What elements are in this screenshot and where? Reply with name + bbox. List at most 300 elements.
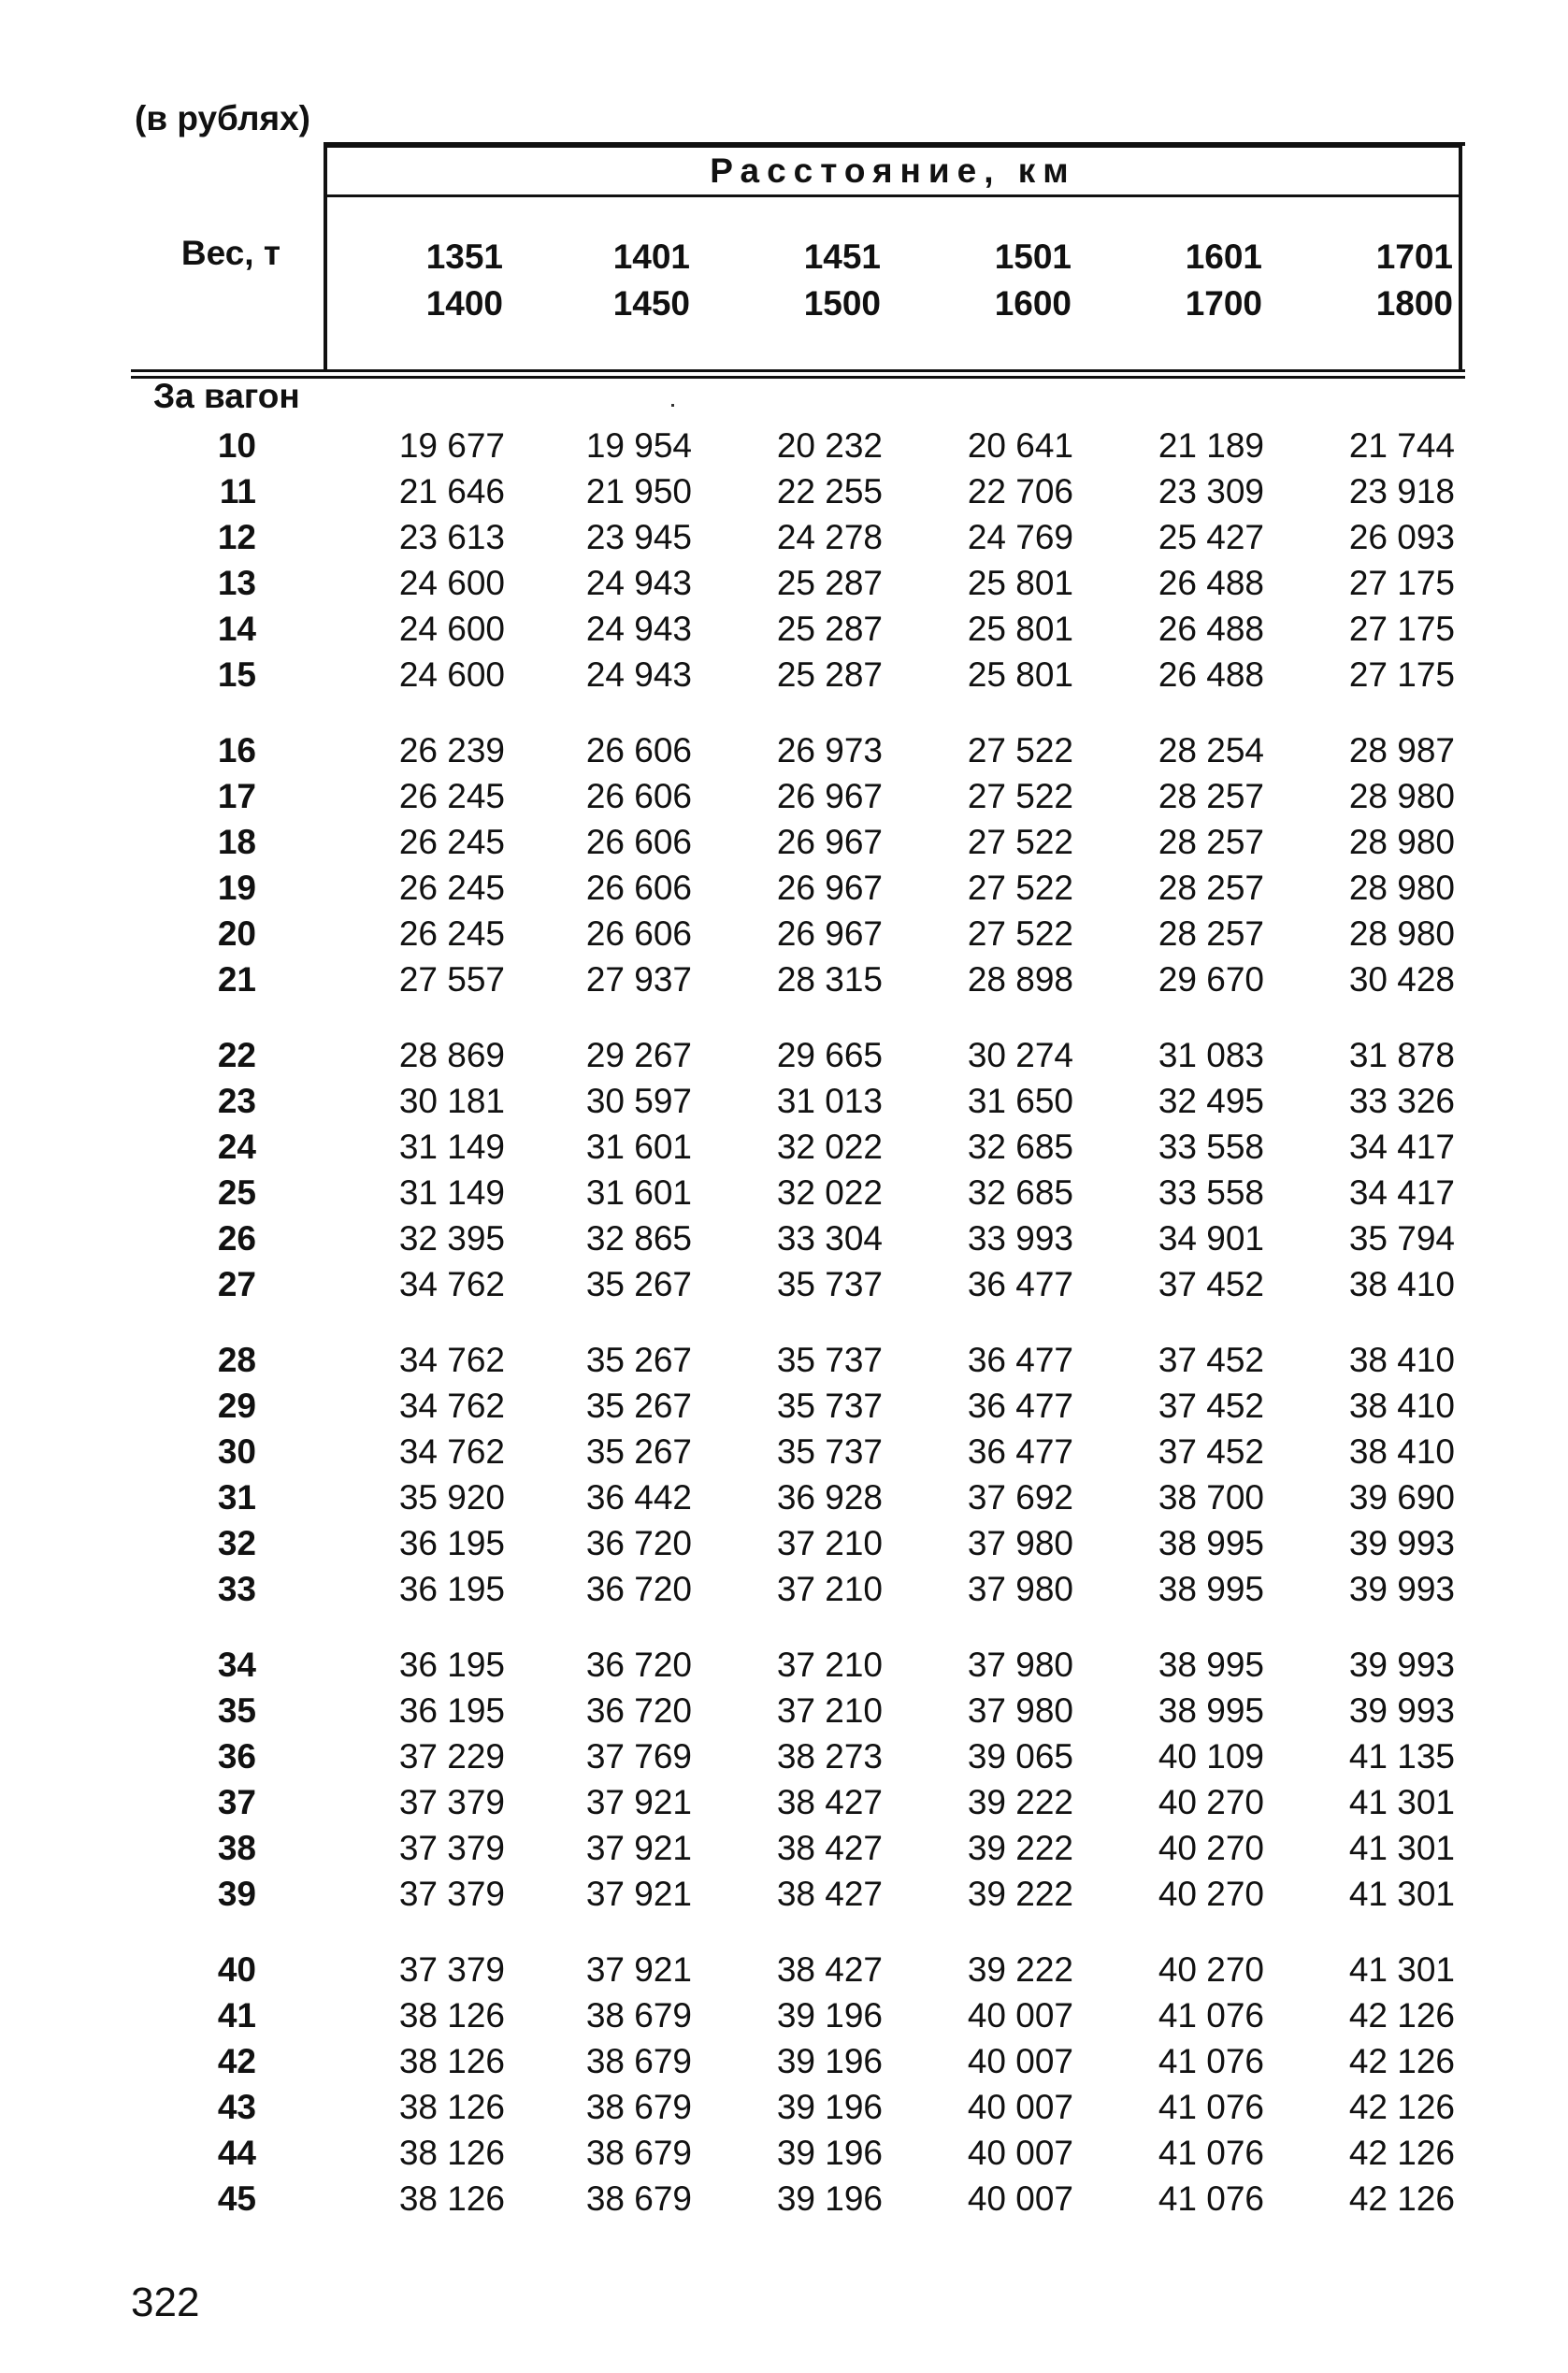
price-cell: 25 287	[776, 610, 883, 648]
price-cell: 39 993	[1348, 1570, 1455, 1608]
distance-from: 1701	[1375, 237, 1453, 276]
price-cell: 38 995	[1158, 1646, 1264, 1684]
weight-cell: 21	[217, 960, 256, 999]
weight-cell: 39	[217, 1875, 256, 1913]
price-cell: 28 980	[1348, 869, 1455, 907]
price-cell: 35 737	[776, 1432, 883, 1471]
price-cell: 36 477	[967, 1387, 1073, 1425]
price-cell: 38 410	[1348, 1432, 1455, 1471]
price-cell: 25 801	[967, 655, 1073, 694]
price-cell: 38 427	[776, 1875, 883, 1913]
price-cell: 40 007	[967, 2134, 1073, 2172]
table-row	[0, 1261, 1568, 1307]
price-cell: 42 126	[1348, 2088, 1455, 2126]
weight-cell: 29	[217, 1387, 256, 1425]
price-cell: 33 558	[1158, 1128, 1264, 1166]
price-cell: 37 452	[1158, 1265, 1264, 1303]
price-cell: 28 980	[1348, 823, 1455, 861]
distance-to: 1400	[425, 284, 503, 323]
price-cell: 22 255	[776, 472, 883, 511]
price-cell: 29 670	[1158, 960, 1264, 999]
price-cell: 21 646	[398, 472, 505, 511]
distance-from: 1601	[1185, 237, 1262, 276]
price-cell: 37 452	[1158, 1341, 1264, 1379]
price-cell: 38 126	[398, 1996, 505, 2035]
distance-to: 1450	[612, 284, 690, 323]
price-cell: 23 918	[1348, 472, 1455, 511]
price-cell: 36 928	[776, 1478, 883, 1517]
table-row	[0, 727, 1568, 773]
price-cell: 39 690	[1348, 1478, 1455, 1517]
distance-to: 1500	[803, 284, 881, 323]
price-cell: 40 270	[1158, 1783, 1264, 1821]
price-cell: 37 921	[585, 1950, 692, 1989]
weight-cell: 23	[217, 1082, 256, 1120]
price-cell: 42 126	[1348, 2042, 1455, 2080]
price-cell: 39 993	[1348, 1691, 1455, 1730]
price-cell: 35 267	[585, 1265, 692, 1303]
price-cell: 32 022	[776, 1128, 883, 1166]
price-cell: 26 488	[1158, 655, 1264, 694]
price-cell: 26 967	[776, 869, 883, 907]
weight-cell: 13	[217, 564, 256, 602]
price-cell: 21 744	[1348, 426, 1455, 465]
price-cell: 33 993	[967, 1219, 1073, 1258]
price-cell: 20 232	[776, 426, 883, 465]
price-cell: 28 980	[1348, 914, 1455, 953]
table-row	[0, 1078, 1568, 1124]
price-cell: 38 410	[1348, 1341, 1455, 1379]
price-cell: 26 967	[776, 823, 883, 861]
price-cell: 41 301	[1348, 1950, 1455, 1989]
table-row	[0, 911, 1568, 956]
price-cell: 38 126	[398, 2088, 505, 2126]
price-cell: 38 995	[1158, 1570, 1264, 1608]
price-cell: 26 093	[1348, 518, 1455, 556]
table-row	[0, 1383, 1568, 1429]
price-cell: 38 995	[1158, 1524, 1264, 1562]
price-cell: 37 210	[776, 1646, 883, 1684]
header-bottom-rule	[131, 376, 1465, 379]
price-cell: 28 257	[1158, 914, 1264, 953]
distance-from: 1351	[425, 237, 503, 276]
price-cell: 28 315	[776, 960, 883, 999]
price-cell: 37 379	[398, 1950, 505, 1989]
weight-cell: 16	[217, 731, 256, 769]
weight-cell: 31	[217, 1478, 256, 1517]
price-cell: 38 427	[776, 1950, 883, 1989]
price-cell: 28 257	[1158, 823, 1264, 861]
price-cell: 34 762	[398, 1432, 505, 1471]
price-cell: 41 301	[1348, 1875, 1455, 1913]
weight-cell: 35	[217, 1691, 256, 1730]
price-cell: 35 267	[585, 1387, 692, 1425]
table-row	[0, 2176, 1568, 2222]
weight-cell: 18	[217, 823, 256, 861]
price-cell: 34 762	[398, 1387, 505, 1425]
price-cell: 32 685	[967, 1173, 1073, 1212]
weight-cell: 42	[217, 2042, 256, 2080]
table-row	[0, 1429, 1568, 1474]
price-cell: 42 126	[1348, 2134, 1455, 2172]
section-label: За вагон	[153, 377, 300, 415]
price-cell: 28 257	[1158, 869, 1264, 907]
table-row	[0, 1566, 1568, 1612]
price-cell: 26 606	[585, 777, 692, 815]
table-row	[0, 865, 1568, 911]
price-cell: 27 175	[1348, 655, 1455, 694]
weight-cell: 14	[217, 610, 256, 648]
table-row	[0, 1825, 1568, 1871]
weight-cell: 27	[217, 1265, 256, 1303]
price-cell: 26 606	[585, 869, 692, 907]
price-cell: 30 274	[967, 1036, 1073, 1074]
price-cell: 24 600	[398, 655, 505, 694]
price-cell: 31 601	[585, 1173, 692, 1212]
price-cell: 25 287	[776, 564, 883, 602]
price-cell: 37 210	[776, 1524, 883, 1562]
page-number: 322	[131, 2280, 200, 2325]
price-cell: 27 522	[967, 731, 1073, 769]
weight-cell: 36	[217, 1737, 256, 1776]
price-cell: 35 737	[776, 1341, 883, 1379]
price-cell: 32 395	[398, 1219, 505, 1258]
price-cell: 39 196	[776, 2088, 883, 2126]
price-cell: 37 980	[967, 1570, 1073, 1608]
price-cell: 38 126	[398, 2042, 505, 2080]
price-cell: 36 477	[967, 1432, 1073, 1471]
price-cell: 23 309	[1158, 472, 1264, 511]
table-row	[0, 1779, 1568, 1825]
weight-cell: 37	[217, 1783, 256, 1821]
price-cell: 42 126	[1348, 2179, 1455, 2218]
price-cell: 37 692	[967, 1478, 1073, 1517]
price-cell: 23 613	[398, 518, 505, 556]
weight-cell: 25	[217, 1173, 256, 1212]
distance-from: 1501	[994, 237, 1072, 276]
table-row	[0, 1520, 1568, 1566]
distance-from: 1451	[803, 237, 881, 276]
weight-cell: 15	[217, 655, 256, 694]
price-cell: 37 210	[776, 1570, 883, 1608]
weight-cell: 17	[217, 777, 256, 815]
table-row	[0, 652, 1568, 698]
price-cell: 27 522	[967, 823, 1073, 861]
price-cell: 25 801	[967, 564, 1073, 602]
price-cell: 39 196	[776, 1996, 883, 2035]
price-cell: 26 606	[585, 731, 692, 769]
price-cell: 33 558	[1158, 1173, 1264, 1212]
price-cell: 26 245	[398, 777, 505, 815]
price-cell: 33 326	[1348, 1082, 1455, 1120]
price-cell: 28 869	[398, 1036, 505, 1074]
price-cell: 27 937	[585, 960, 692, 999]
distance-column-header	[540, 234, 690, 327]
price-cell: 37 921	[585, 1875, 692, 1913]
distance-column-header	[353, 234, 503, 327]
price-cell: 24 943	[585, 564, 692, 602]
price-cell: 30 428	[1348, 960, 1455, 999]
distance-to: 1600	[994, 284, 1072, 323]
price-cell: 24 943	[585, 610, 692, 648]
price-cell: 38 427	[776, 1829, 883, 1867]
price-cell: 26 973	[776, 731, 883, 769]
price-cell: 24 278	[776, 518, 883, 556]
price-cell: 37 980	[967, 1646, 1073, 1684]
price-cell: 26 606	[585, 823, 692, 861]
price-cell: 27 175	[1348, 610, 1455, 648]
price-cell: 39 196	[776, 2042, 883, 2080]
price-cell: 21 189	[1158, 426, 1264, 465]
price-cell: 26 488	[1158, 610, 1264, 648]
weight-cell: 30	[217, 1432, 256, 1471]
price-cell: 31 601	[585, 1128, 692, 1166]
price-cell: 39 196	[776, 2179, 883, 2218]
price-cell: 28 987	[1348, 731, 1455, 769]
weight-cell: 45	[217, 2179, 256, 2218]
price-cell: 29 665	[776, 1036, 883, 1074]
price-cell: 35 920	[398, 1478, 505, 1517]
price-cell: 42 126	[1348, 1996, 1455, 2035]
print-speck	[671, 404, 674, 407]
price-cell: 37 452	[1158, 1387, 1264, 1425]
price-cell: 36 720	[585, 1691, 692, 1730]
price-cell: 41 135	[1348, 1737, 1455, 1776]
price-cell: 38 679	[585, 2179, 692, 2218]
price-cell: 40 270	[1158, 1950, 1264, 1989]
price-cell: 31 149	[398, 1173, 505, 1212]
price-cell: 37 980	[967, 1691, 1073, 1730]
table-row	[0, 819, 1568, 865]
weight-cell: 38	[217, 1829, 256, 1867]
table-row	[0, 560, 1568, 606]
price-cell: 41 076	[1158, 2042, 1264, 2080]
price-cell: 37 379	[398, 1829, 505, 1867]
price-cell: 40 007	[967, 2088, 1073, 2126]
price-cell: 26 967	[776, 914, 883, 953]
weight-cell: 22	[217, 1036, 256, 1074]
price-cell: 36 720	[585, 1570, 692, 1608]
table-row	[0, 1337, 1568, 1383]
price-cell: 29 267	[585, 1036, 692, 1074]
price-cell: 38 700	[1158, 1478, 1264, 1517]
price-cell: 37 229	[398, 1737, 505, 1776]
price-cell: 34 417	[1348, 1128, 1455, 1166]
price-cell: 31 650	[967, 1082, 1073, 1120]
price-cell: 35 267	[585, 1432, 692, 1471]
distance-column-header	[1113, 234, 1262, 327]
table-row	[0, 956, 1568, 1002]
price-cell: 26 488	[1158, 564, 1264, 602]
price-cell: 28 257	[1158, 777, 1264, 815]
price-cell: 38 410	[1348, 1387, 1455, 1425]
price-cell: 41 076	[1158, 1996, 1264, 2035]
price-cell: 40 007	[967, 2042, 1073, 2080]
price-cell: 24 943	[585, 655, 692, 694]
table-row	[0, 773, 1568, 819]
weight-cell: 34	[217, 1646, 256, 1684]
units-label: (в рублях)	[135, 99, 310, 137]
price-cell: 31 878	[1348, 1036, 1455, 1074]
price-cell: 37 452	[1158, 1432, 1264, 1471]
price-cell: 38 679	[585, 2134, 692, 2172]
table-row	[0, 1733, 1568, 1779]
price-cell: 26 245	[398, 869, 505, 907]
table-row	[0, 606, 1568, 652]
table-row	[0, 2038, 1568, 2084]
price-cell: 26 245	[398, 823, 505, 861]
price-cell: 33 304	[776, 1219, 883, 1258]
price-cell: 39 993	[1348, 1646, 1455, 1684]
price-cell: 32 865	[585, 1219, 692, 1258]
weight-cell: 19	[217, 869, 256, 907]
price-cell: 21 950	[585, 472, 692, 511]
price-cell: 36 195	[398, 1570, 505, 1608]
price-cell: 34 762	[398, 1341, 505, 1379]
price-cell: 37 769	[585, 1737, 692, 1776]
table-row	[0, 1124, 1568, 1170]
price-cell: 41 076	[1158, 2179, 1264, 2218]
price-cell: 27 175	[1348, 564, 1455, 602]
price-cell: 28 980	[1348, 777, 1455, 815]
price-cell: 34 901	[1158, 1219, 1264, 1258]
table-row	[0, 1642, 1568, 1688]
price-cell: 36 442	[585, 1478, 692, 1517]
price-cell: 38 126	[398, 2179, 505, 2218]
price-cell: 36 195	[398, 1646, 505, 1684]
weight-cell: 41	[217, 1996, 256, 2035]
price-cell: 27 522	[967, 869, 1073, 907]
price-cell: 22 706	[967, 472, 1073, 511]
weight-cell: 12	[217, 518, 256, 556]
price-cell: 26 967	[776, 777, 883, 815]
price-cell: 28 898	[967, 960, 1073, 999]
table-row	[0, 1474, 1568, 1520]
price-cell: 32 495	[1158, 1082, 1264, 1120]
price-cell: 31 149	[398, 1128, 505, 1166]
price-cell: 36 720	[585, 1646, 692, 1684]
price-cell: 36 195	[398, 1691, 505, 1730]
price-cell: 41 076	[1158, 2134, 1264, 2172]
table-row	[0, 1871, 1568, 1917]
price-cell: 38 410	[1348, 1265, 1455, 1303]
price-cell: 38 427	[776, 1783, 883, 1821]
weight-cell: 32	[217, 1524, 256, 1562]
price-cell: 26 239	[398, 731, 505, 769]
price-cell: 36 195	[398, 1524, 505, 1562]
table-row	[0, 1032, 1568, 1078]
table-row	[0, 1170, 1568, 1215]
price-cell: 36 477	[967, 1341, 1073, 1379]
weight-cell: 20	[217, 914, 256, 953]
weight-cell: 33	[217, 1570, 256, 1608]
price-cell: 20 641	[967, 426, 1073, 465]
weight-cell: 43	[217, 2088, 256, 2126]
price-cell: 25 427	[1158, 518, 1264, 556]
table-row	[0, 1992, 1568, 2038]
price-cell: 39 222	[967, 1875, 1073, 1913]
price-cell: 40 007	[967, 1996, 1073, 2035]
price-cell: 34 762	[398, 1265, 505, 1303]
table-row	[0, 1947, 1568, 1992]
price-cell: 37 379	[398, 1783, 505, 1821]
price-cell: 30 597	[585, 1082, 692, 1120]
price-cell: 39 196	[776, 2134, 883, 2172]
weight-cell: 26	[217, 1219, 256, 1258]
header-bottom-rule	[131, 369, 1465, 372]
price-cell: 40 270	[1158, 1829, 1264, 1867]
distance-title: Расстояние, км	[327, 148, 1459, 197]
price-cell: 41 301	[1348, 1783, 1455, 1821]
distance-from: 1401	[612, 237, 690, 276]
price-cell: 38 679	[585, 1996, 692, 2035]
price-cell: 38 273	[776, 1737, 883, 1776]
price-cell: 39 222	[967, 1783, 1073, 1821]
price-cell: 41 301	[1348, 1829, 1455, 1867]
price-cell: 24 600	[398, 610, 505, 648]
price-cell: 32 022	[776, 1173, 883, 1212]
weight-cell: 11	[219, 472, 256, 511]
price-cell: 38 679	[585, 2042, 692, 2080]
price-cell: 31 013	[776, 1082, 883, 1120]
price-cell: 35 267	[585, 1341, 692, 1379]
price-cell: 35 794	[1348, 1219, 1455, 1258]
price-cell: 31 083	[1158, 1036, 1264, 1074]
price-cell: 24 600	[398, 564, 505, 602]
table-row	[0, 423, 1568, 468]
table-row	[0, 514, 1568, 560]
price-cell: 37 980	[967, 1524, 1073, 1562]
price-cell: 35 737	[776, 1265, 883, 1303]
table-row	[0, 2130, 1568, 2176]
price-cell: 25 287	[776, 655, 883, 694]
price-cell: 28 254	[1158, 731, 1264, 769]
weight-column-header: Вес, т	[180, 234, 281, 272]
price-cell: 36 720	[585, 1524, 692, 1562]
price-cell: 35 737	[776, 1387, 883, 1425]
price-cell: 19 677	[398, 426, 505, 465]
price-cell: 37 210	[776, 1691, 883, 1730]
table-row	[0, 1688, 1568, 1733]
price-cell: 24 769	[967, 518, 1073, 556]
price-cell: 30 181	[398, 1082, 505, 1120]
price-cell: 37 379	[398, 1875, 505, 1913]
price-cell: 19 954	[585, 426, 692, 465]
price-cell: 26 245	[398, 914, 505, 953]
weight-cell: 28	[217, 1341, 256, 1379]
price-cell: 23 945	[585, 518, 692, 556]
price-cell: 38 126	[398, 2134, 505, 2172]
price-cell: 26 606	[585, 914, 692, 953]
price-cell: 38 679	[585, 2088, 692, 2126]
price-cell: 27 522	[967, 777, 1073, 815]
price-cell: 39 993	[1348, 1524, 1455, 1562]
weight-cell: 40	[217, 1950, 256, 1989]
price-cell: 41 076	[1158, 2088, 1264, 2126]
price-cell: 34 417	[1348, 1173, 1455, 1212]
price-cell: 40 007	[967, 2179, 1073, 2218]
price-cell: 27 522	[967, 914, 1073, 953]
price-cell: 39 065	[967, 1737, 1073, 1776]
price-cell: 25 801	[967, 610, 1073, 648]
table-row	[0, 468, 1568, 514]
price-cell: 36 477	[967, 1265, 1073, 1303]
table-row	[0, 2084, 1568, 2130]
distance-to: 1800	[1375, 284, 1453, 323]
distance-to: 1700	[1185, 284, 1262, 323]
price-cell: 37 921	[585, 1783, 692, 1821]
table-row	[0, 1215, 1568, 1261]
